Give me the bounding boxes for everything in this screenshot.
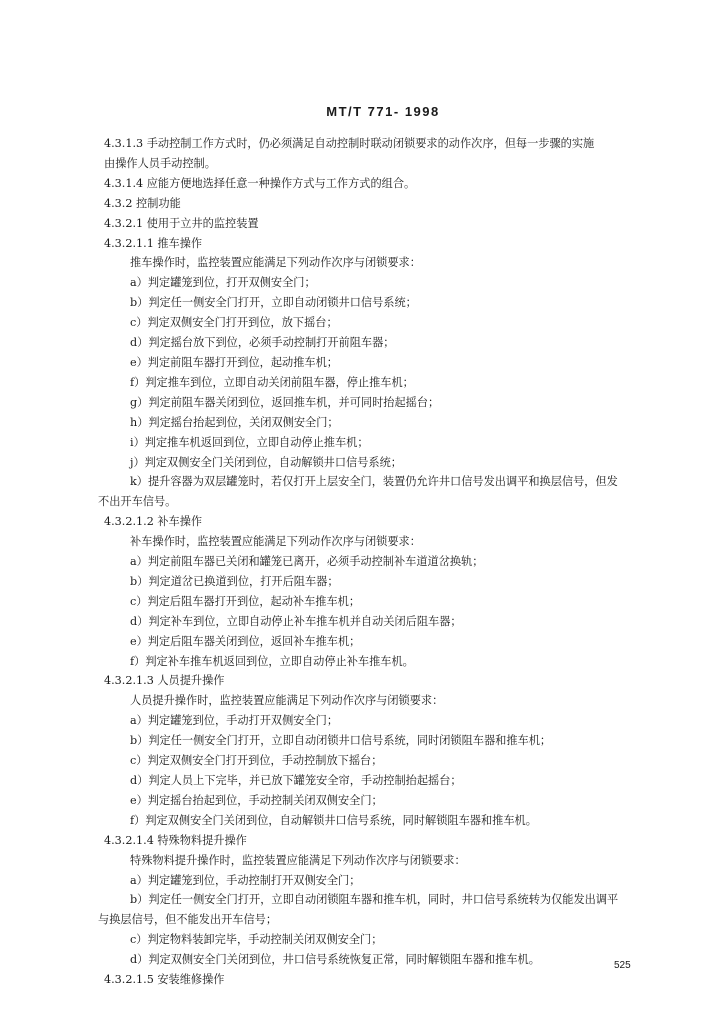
body-line: d）判定人员上下完毕，并已放下罐笼安全帘，手动控制抬起摇台； — [130, 774, 462, 787]
body-line: c）判定物料装卸完毕，手动控制关闭双侧安全门； — [130, 933, 383, 947]
body-line: 补车操作时，监控装置应能满足下列动作次序与闭锁要求： — [130, 535, 421, 549]
section-line: 4.3.2.1.3 人员提升操作 — [104, 674, 225, 688]
section-line: 4.3.2 控制功能 — [104, 196, 181, 210]
section-line: 由操作人员手动控制。 — [104, 156, 216, 170]
body-line: a）判定罐笼到位，手动控制打开双侧安全门； — [130, 873, 361, 887]
body-line: 与换层信号，但不能发出开车信号； — [98, 913, 278, 927]
body-line: e）判定后阻车器关闭到位，返回补车推车机； — [130, 634, 361, 648]
body-line: h）判定摇台抬起到位，关闭双侧安全门； — [130, 415, 339, 429]
body-line: c）判定后阻车器打开到位，起动补车推车机； — [130, 594, 361, 608]
section-line: 4.3.1.4 应能方便地选择任意一种操作方式与工作方式的组合。 — [104, 176, 416, 190]
body-line: e）判定前阻车器打开到位，起动推车机； — [130, 355, 338, 369]
page-number: 525 — [614, 960, 631, 971]
body-line: 推车操作时，监控装置应能满足下列动作次序与闭锁要求： — [130, 256, 421, 270]
section-line: 4.3.2.1.4 特殊物料提升操作 — [104, 833, 247, 847]
body-line: a）判定罐笼到位，手动打开双侧安全门； — [130, 714, 339, 728]
body-line: k）提升容器为双层罐笼时，若仅打开上层安全门，装置仍允许井口信号发出调平和换层信号，但发 — [130, 475, 618, 489]
body-line: d）判定摇台放下到位，必须手动控制打开前阻车器； — [130, 336, 395, 350]
body-line: f）判定双侧安全门关闭到位，自动解锁井口信号系统，同时解锁阻车器和推车机。 — [130, 813, 537, 827]
body-line: b）判定任一侧安全门打开，立即自动闭锁井口信号系统，同时闭锁阻车器和推车机； — [130, 734, 552, 748]
body-line: 人员提升操作时，监控装置应能满足下列动作次序与闭锁要求： — [130, 694, 444, 708]
body-line: f）判定补车推车机返回到位，立即自动停止补车推车机。 — [130, 654, 414, 668]
document-body — [98, 134, 674, 990]
section-line: 4.3.1.3 手动控制工作方式时，仍必须满足自动控制时联动闭锁要求的动作次序，但每一步骤的实施 — [104, 137, 595, 150]
body-line: b）判定任一侧安全门打开，立即自动闭锁井口信号系统； — [130, 296, 417, 310]
body-line: a）判定罐笼到位，打开双侧安全门； — [130, 276, 316, 290]
body-line: b）判定任一侧安全门打开，立即自动闭锁阻车器和推车机，同时，井口信号系统转为仅能发出调平 — [130, 893, 619, 907]
standard-number: MT/T 771- 1998 — [326, 104, 440, 119]
body-line: 特殊物料提升操作时，监控装置应能满足下列动作次序与闭锁要求： — [130, 853, 466, 867]
body-line: e）判定摇台抬起到位，手动控制关闭双侧安全门； — [130, 793, 383, 807]
page-header — [0, 104, 726, 119]
section-line: 4.3.2.1.5 安装维修操作 — [104, 973, 225, 987]
section-line: 4.3.2.1.1 推车操作 — [104, 236, 203, 250]
body-line: c）判定双侧安全门打开到位，放下摇台； — [130, 316, 338, 330]
body-line: j）判定双侧安全门关闭到位，自动解锁井口信号系统； — [130, 455, 402, 469]
section-line: 4.3.2.1.2 补车操作 — [104, 515, 203, 529]
body-line: i）判定推车机返回到位，立即自动停止推车机； — [130, 435, 369, 449]
body-line: 不出开车信号。 — [98, 495, 177, 509]
body-line: b）判定道岔已换道到位，打开后阻车器； — [130, 574, 339, 588]
body-line: c）判定双侧安全门打开到位，手动控制放下摇台； — [130, 754, 383, 768]
body-line: d）判定双侧安全门关闭到位，井口信号系统恢复正常，同时解锁阻车器和推车机。 — [130, 953, 540, 967]
body-line: f）判定推车到位，立即自动关闭前阻车器，停止推车机； — [130, 375, 414, 389]
body-line: a）判定前阻车器已关闭和罐笼已离开，必须手动控制补车道道岔换轨； — [130, 555, 484, 569]
section-line: 4.3.2.1 使用于立井的监控装置 — [104, 216, 259, 230]
body-line: d）判定补车到位，立即自动停止补车推车机并自动关闭后阻车器； — [130, 614, 462, 628]
body-line: g）判定前阻车器关闭到位，返回推车机，并可同时抬起摇台； — [130, 395, 440, 409]
